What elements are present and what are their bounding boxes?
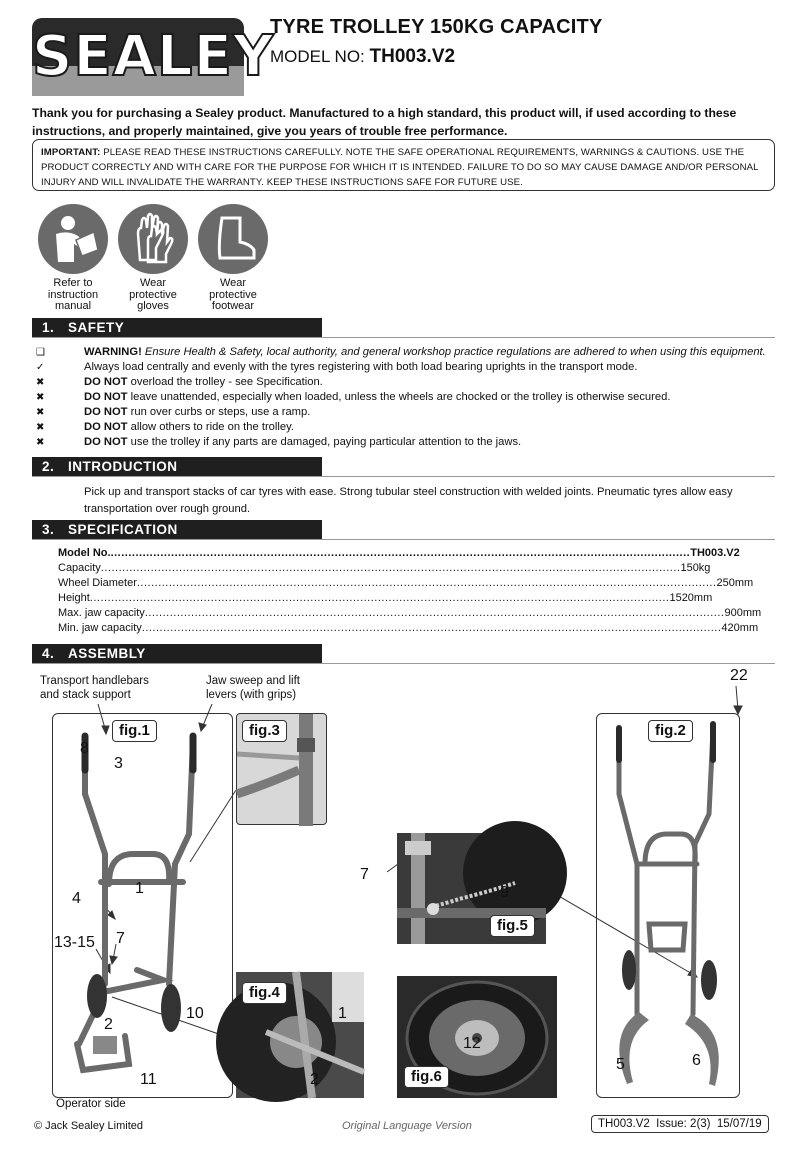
important-box: IMPORTANT: PLEASE READ THESE INSTRUCTIONS CAREFULLY. NOTE THE SAFE OPERATIONAL REQUIREMENTS, WARNINGS & CAUTIONS. USE THE PRODUCT CORRECTLY AND WITH CARE FOR THE PURPOSE FOR WHICH IT IS INTENDED. FAILURE TO DO SO MAY CAUSE DAMAGE AND/OR PERSONAL INJURY AND WILL INVALIDATE THE WARRANTY. KEEP THESE INSTRUCTIONS SAFE FOR FUTURE USE.	[32, 139, 775, 191]
part-number: 2	[104, 1016, 113, 1033]
operator-side-label: Operator side	[56, 1098, 126, 1110]
icon-label-manual: Refer to instruction manual	[47, 277, 99, 312]
safety-item: ✓ Always load centrally and evenly with the tyres registering with both load bearing uprights in the transport mode.	[36, 361, 638, 373]
part-number: 13-15	[54, 934, 95, 951]
language-version: Original Language Version	[342, 1120, 472, 1132]
figure-2-box	[596, 713, 740, 1098]
safety-item: ✖ DO NOT allow others to ride on the trolley.	[36, 421, 294, 433]
issue-box: TH003.V2 Issue: 2(3) 15/07/19	[591, 1115, 769, 1133]
part-number: 7	[116, 930, 125, 947]
caption-handlebars: Transport handlebars and stack support	[40, 675, 149, 701]
part-number: 22	[730, 667, 748, 684]
part-number: 9	[500, 884, 509, 901]
spec-row: Min. jaw capacity ..... 420mm	[58, 621, 371, 636]
safety-warning: ❑ WARNING! Ensure Health & Safety, local authority, and general workshop practice regulations are adhered to when using this equipment.	[36, 346, 766, 358]
part-number: 11	[140, 1071, 157, 1088]
part-number: 12	[463, 1035, 481, 1052]
spec-row: Height ..... 1520mm	[58, 591, 371, 606]
figure-1-label: fig.1	[112, 720, 157, 742]
part-number: 8	[80, 740, 89, 757]
spec-row: Capacity ..... 150kg	[58, 561, 371, 576]
safety-item: ✖ DO NOT use the trolley if any parts are damaged, paying particular attention to the jaws.	[36, 436, 522, 448]
figure-6-label: fig.6	[404, 1066, 449, 1088]
section-heading-introduction: 2. INTRODUCTION	[32, 457, 322, 477]
part-number: 7	[360, 866, 369, 883]
figure-5-label: fig.5	[490, 915, 535, 937]
figure-4-label: fig.4	[242, 982, 287, 1004]
figure-2-label: fig.2	[648, 720, 693, 742]
part-number: 4	[72, 890, 81, 907]
icon-label-gloves: Wear protective gloves	[129, 277, 177, 312]
part-number: 10	[186, 1005, 204, 1022]
copyright: © Jack Sealey Limited	[34, 1120, 143, 1132]
spec-row: Model No. ..... TH003.V2	[58, 546, 371, 561]
thank-you-text: Thank you for purchasing a Sealey product. Manufactured to a high standard, this product will, if used according to these instructions, and properly maintained, give you years of trouble free performance.	[32, 106, 737, 138]
introduction-text: Pick up and transport stacks of car tyres with ease. Strong tubular steel construction with welded joints. Pneumatic tyres allow easy transportation over rough ground.	[84, 486, 733, 515]
safety-item: ✖ DO NOT run over curbs or steps, use a ramp.	[36, 406, 311, 418]
part-number: 1	[135, 880, 144, 897]
section-heading-assembly: 4. ASSEMBLY	[32, 644, 322, 664]
section-heading-specification: 3. SPECIFICATION	[32, 520, 322, 540]
part-number: 1	[338, 1005, 347, 1022]
trolley-jaw-illustration	[597, 714, 741, 1099]
part-number: 2	[310, 1071, 319, 1088]
page-title: TYRE TROLLEY 150KG CAPACITY	[270, 16, 603, 38]
model-number: MODEL NO: TH003.V2	[270, 46, 456, 67]
safety-item: ✖ DO NOT leave unattended, especially when loaded, unless the wheels are chocked or the trolley is otherwise secured.	[36, 391, 671, 403]
section-heading-safety: 1. SAFETY	[32, 318, 322, 338]
part-number: 3	[114, 755, 123, 772]
part-number: 5	[616, 1056, 625, 1073]
safety-item: ✖ DO NOT overload the trolley - see Specification.	[36, 376, 323, 388]
spec-row: Wheel Diameter ..... 250mm	[58, 576, 371, 591]
caption-jaw-levers: Jaw sweep and lift levers (with grips)	[206, 675, 300, 701]
part-number: 6	[692, 1052, 701, 1069]
figure-3-label: fig.3	[242, 720, 287, 742]
sealey-logo: SEALEY	[32, 18, 244, 96]
icon-label-footwear: Wear protective footwear	[209, 277, 257, 312]
spec-row: Max. jaw capacity ..... 900mm	[58, 606, 371, 621]
